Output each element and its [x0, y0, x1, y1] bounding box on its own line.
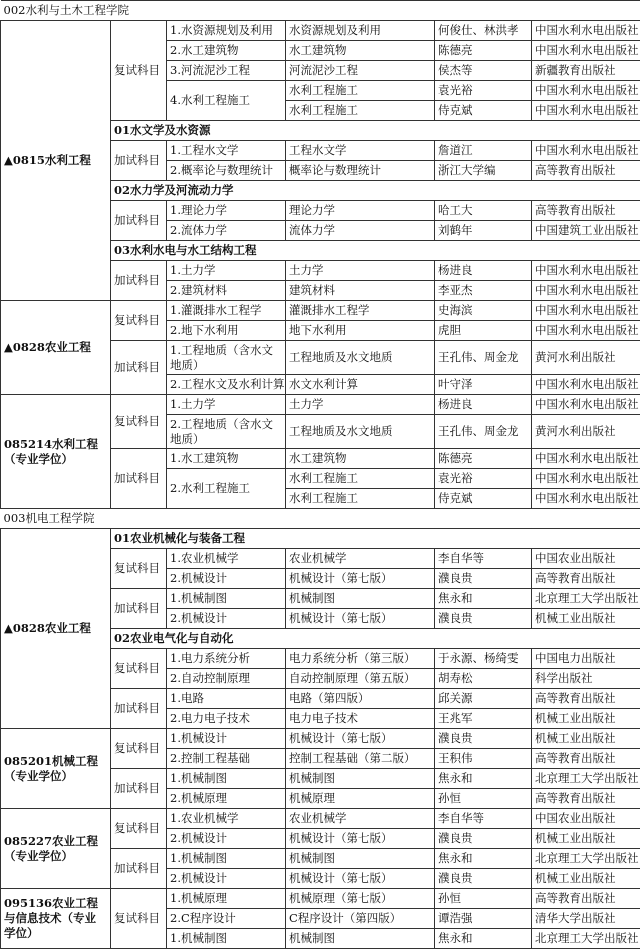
textbook-author: 孙恒	[435, 889, 532, 909]
research-direction: 02水力学及河流动力学	[111, 181, 640, 201]
textbook-title: 机械设计（第七版）	[286, 829, 435, 849]
textbook-author: 李亚杰	[435, 281, 532, 301]
textbook-author: 杨进良	[435, 261, 532, 281]
subject-name: 2.机械设计	[167, 609, 286, 629]
textbook-title: 水利工程施工	[286, 489, 435, 509]
major-name: 085201机械工程（专业学位）	[1, 729, 111, 809]
subject-name: 2.建筑材料	[167, 281, 286, 301]
textbook-title: 电力电子技术	[286, 709, 435, 729]
subject-name: 1.机械原理	[167, 889, 286, 909]
subject-name: 1.电路	[167, 689, 286, 709]
textbook-author: 濮良贵	[435, 609, 532, 629]
textbook-author: 侍克斌	[435, 101, 532, 121]
exam-category: 加试科目	[111, 261, 167, 301]
subject-name: 1.土力学	[167, 261, 286, 281]
major-name: ▲0828农业工程	[1, 301, 111, 395]
textbook-title: 水利工程施工	[286, 81, 435, 101]
textbook-author: 陈德亮	[435, 41, 532, 61]
subject-name: 1.土力学	[167, 395, 286, 415]
textbook-author: 王孔伟、周金龙	[435, 415, 532, 449]
publisher: 中国水利水电出版社	[532, 101, 640, 121]
textbook-author: 史海滨	[435, 301, 532, 321]
publisher: 中国水利水电出版社	[532, 469, 640, 489]
publisher: 新疆教育出版社	[532, 61, 640, 81]
subject-name: 1.工程水文学	[167, 141, 286, 161]
exam-category: 加试科目	[111, 589, 167, 629]
textbook-title: 水利工程施工	[286, 101, 435, 121]
textbook-author: 焦永和	[435, 929, 532, 949]
table-row	[1, 21, 640, 41]
major-name: 085214水利工程（专业学位）	[1, 395, 111, 509]
publisher: 机械工业出版社	[532, 829, 640, 849]
textbook-title: 水利工程施工	[286, 469, 435, 489]
textbook-title: 河流泥沙工程	[286, 61, 435, 81]
textbook-author: 虎胆	[435, 321, 532, 341]
textbook-author: 孙恒	[435, 789, 532, 809]
publisher: 北京理工大学出版社	[532, 589, 640, 609]
publisher: 中国农业出版社	[532, 549, 640, 569]
publisher: 北京理工大学出版社	[532, 929, 640, 949]
research-direction: 01水文学及水资源	[111, 121, 640, 141]
subject-name: 1.理论力学	[167, 201, 286, 221]
publisher: 黄河水利出版社	[532, 341, 640, 375]
subject-name: 2.电力电子技术	[167, 709, 286, 729]
subject-name: 1.灌溉排水工程学	[167, 301, 286, 321]
exam-category: 加试科目	[111, 769, 167, 809]
textbook-title: 概率论与数理统计	[286, 161, 435, 181]
textbook-title: 农业机械学	[286, 809, 435, 829]
college-row	[1, 509, 640, 529]
textbook-author: 浙江大学编	[435, 161, 532, 181]
textbook-author: 袁光裕	[435, 469, 532, 489]
publisher: 高等教育出版社	[532, 789, 640, 809]
textbook-author: 何俊仕、林洪孝	[435, 21, 532, 41]
subject-name: 1.机械设计	[167, 729, 286, 749]
subject-name: 2.概率论与数理统计	[167, 161, 286, 181]
subject-name: 2.机械设计	[167, 829, 286, 849]
exam-category: 加试科目	[111, 341, 167, 395]
textbook-author: 詹道江	[435, 141, 532, 161]
publisher: 中国水利水电出版社	[532, 261, 640, 281]
textbook-title: 地下水利用	[286, 321, 435, 341]
publisher: 中国水利水电出版社	[532, 321, 640, 341]
table-row	[1, 301, 640, 321]
major-name: ▲0828农业工程	[1, 529, 111, 729]
textbook-title: 机械制图	[286, 589, 435, 609]
textbook-title: 工程地质及水文地质	[286, 415, 435, 449]
publisher: 中国水利水电出版社	[532, 395, 640, 415]
textbook-author: 陈德亮	[435, 449, 532, 469]
textbook-author: 李自华等	[435, 809, 532, 829]
textbook-author: 袁光裕	[435, 81, 532, 101]
major-name: 095136农业工程与信息技术（专业学位）	[1, 889, 111, 949]
direction-row	[1, 529, 640, 549]
textbook-title: 理论力学	[286, 201, 435, 221]
textbook-author: 李自华等	[435, 549, 532, 569]
textbook-title: 机械原理（第七版）	[286, 889, 435, 909]
textbook-author: 哈工大	[435, 201, 532, 221]
subject-name: 1.机械制图	[167, 769, 286, 789]
publisher: 机械工业出版社	[532, 709, 640, 729]
table-body	[1, 1, 640, 949]
textbook-title: 机械设计（第七版）	[286, 869, 435, 889]
table-row	[1, 889, 640, 909]
textbook-author: 王孔伟、周金龙	[435, 341, 532, 375]
textbook-author: 侍克斌	[435, 489, 532, 509]
textbook-author: 王兆军	[435, 709, 532, 729]
publisher: 高等教育出版社	[532, 889, 640, 909]
textbook-title: 工程水文学	[286, 141, 435, 161]
textbook-title: 机械设计（第七版）	[286, 729, 435, 749]
publisher: 中国水利水电出版社	[532, 281, 640, 301]
table-row	[1, 729, 640, 749]
textbook-author: 王积伟	[435, 749, 532, 769]
table-row	[1, 395, 640, 415]
subject-name: 2.流体力学	[167, 221, 286, 241]
subject-name: 2.控制工程基础	[167, 749, 286, 769]
textbook-title: 水资源规划及利用	[286, 21, 435, 41]
exam-category: 复试科目	[111, 395, 167, 449]
exam-category: 加试科目	[111, 201, 167, 241]
textbook-title: 水工建筑物	[286, 449, 435, 469]
subject-name: 1.电力系统分析	[167, 649, 286, 669]
college-title: 003机电工程学院	[1, 509, 640, 529]
exam-category: 复试科目	[111, 649, 167, 689]
textbook-title: 机械制图	[286, 929, 435, 949]
publisher: 中国水利水电出版社	[532, 375, 640, 395]
textbook-title: 水工建筑物	[286, 41, 435, 61]
subject-name: 1.机械制图	[167, 929, 286, 949]
table-row	[1, 809, 640, 829]
subject-name: 2.机械原理	[167, 789, 286, 809]
textbook-title: 水文水利计算	[286, 375, 435, 395]
publisher: 机械工业出版社	[532, 729, 640, 749]
subject-name: 1.机械制图	[167, 849, 286, 869]
textbook-title: 电路（第四版）	[286, 689, 435, 709]
exam-category: 复试科目	[111, 301, 167, 341]
textbook-title: 土力学	[286, 395, 435, 415]
textbook-title: 电力系统分析（第三版）	[286, 649, 435, 669]
publisher: 中国水利水电出版社	[532, 489, 640, 509]
publisher: 科学出版社	[532, 669, 640, 689]
research-direction: 02农业电气化与自动化	[111, 629, 640, 649]
textbook-title: 机械设计（第七版）	[286, 609, 435, 629]
textbook-author: 侯杰等	[435, 61, 532, 81]
textbook-title: 建筑材料	[286, 281, 435, 301]
publisher: 机械工业出版社	[532, 609, 640, 629]
publisher: 高等教育出版社	[532, 161, 640, 181]
textbook-title: 灌溉排水工程学	[286, 301, 435, 321]
subject-name: 3.河流泥沙工程	[167, 61, 286, 81]
publisher: 黄河水利出版社	[532, 415, 640, 449]
publisher: 中国水利水电出版社	[532, 449, 640, 469]
publisher: 高等教育出版社	[532, 749, 640, 769]
subject-name: 2.机械设计	[167, 569, 286, 589]
publisher: 中国电力出版社	[532, 649, 640, 669]
textbook-title: 机械制图	[286, 849, 435, 869]
research-direction: 03水利水电与水工结构工程	[111, 241, 640, 261]
publisher: 中国水利水电出版社	[532, 141, 640, 161]
publisher: 中国建筑工业出版社	[532, 221, 640, 241]
publisher: 机械工业出版社	[532, 869, 640, 889]
subject-name: 1.农业机械学	[167, 549, 286, 569]
textbook-author: 焦永和	[435, 849, 532, 869]
textbook-author: 胡寿松	[435, 669, 532, 689]
textbook-title: 机械设计（第七版）	[286, 569, 435, 589]
exam-category: 复试科目	[111, 21, 167, 121]
publisher: 中国水利水电出版社	[532, 41, 640, 61]
publisher: 高等教育出版社	[532, 201, 640, 221]
subject-name: 2.地下水利用	[167, 321, 286, 341]
subject-name: 2.C程序设计	[167, 909, 286, 929]
exam-category: 加试科目	[111, 141, 167, 181]
textbook-title: 控制工程基础（第二版）	[286, 749, 435, 769]
publisher: 中国水利水电出版社	[532, 301, 640, 321]
publisher: 中国水利水电出版社	[532, 21, 640, 41]
textbook-author: 濮良贵	[435, 829, 532, 849]
textbook-author: 杨进良	[435, 395, 532, 415]
college-title: 002水利与土木工程学院	[1, 1, 640, 21]
textbook-author: 刘鹤年	[435, 221, 532, 241]
major-name: ▲0815水利工程	[1, 21, 111, 301]
textbook-title: 机械制图	[286, 769, 435, 789]
publisher: 中国水利水电出版社	[532, 81, 640, 101]
subject-name: 2.机械设计	[167, 869, 286, 889]
textbook-author: 谭浩强	[435, 909, 532, 929]
subject-name: 4.水利工程施工	[167, 81, 286, 121]
textbook-title: 自动控制原理（第五版）	[286, 669, 435, 689]
textbook-title: 机械原理	[286, 789, 435, 809]
subject-name: 2.自动控制原理	[167, 669, 286, 689]
publisher: 清华大学出版社	[532, 909, 640, 929]
exam-category: 复试科目	[111, 549, 167, 589]
subject-name: 1.水资源规划及利用	[167, 21, 286, 41]
subject-name: 2.工程水文及水利计算	[167, 375, 286, 395]
exam-category: 复试科目	[111, 809, 167, 849]
publisher: 高等教育出版社	[532, 569, 640, 589]
publisher: 高等教育出版社	[532, 689, 640, 709]
exam-category: 加试科目	[111, 449, 167, 509]
exam-category: 复试科目	[111, 729, 167, 769]
exam-category: 复试科目	[111, 889, 167, 949]
subject-name: 1.农业机械学	[167, 809, 286, 829]
publisher: 中国农业出版社	[532, 809, 640, 829]
textbook-author: 焦永和	[435, 769, 532, 789]
textbook-title: C程序设计（第四版）	[286, 909, 435, 929]
textbook-author: 濮良贵	[435, 569, 532, 589]
textbook-title: 土力学	[286, 261, 435, 281]
subject-name: 1.工程地质（含水文地质）	[167, 341, 286, 375]
major-name: 085227农业工程（专业学位）	[1, 809, 111, 889]
textbook-author: 于永源、杨绮雯	[435, 649, 532, 669]
textbook-title: 农业机械学	[286, 549, 435, 569]
textbook-title: 流体力学	[286, 221, 435, 241]
publisher: 北京理工大学出版社	[532, 849, 640, 869]
research-direction: 01农业机械化与装备工程	[111, 529, 640, 549]
textbook-author: 濮良贵	[435, 869, 532, 889]
subject-name: 1.水工建筑物	[167, 449, 286, 469]
subject-name: 1.机械制图	[167, 589, 286, 609]
college-row	[1, 1, 640, 21]
textbook-author: 焦永和	[435, 589, 532, 609]
textbook-author: 叶守泽	[435, 375, 532, 395]
publisher: 北京理工大学出版社	[532, 769, 640, 789]
exam-category: 加试科目	[111, 689, 167, 729]
textbook-author: 邱关源	[435, 689, 532, 709]
textbook-title: 工程地质及水文地质	[286, 341, 435, 375]
subject-name: 2.水利工程施工	[167, 469, 286, 509]
textbook-author: 濮良贵	[435, 729, 532, 749]
subject-name: 2.水工建筑物	[167, 41, 286, 61]
exam-category: 加试科目	[111, 849, 167, 889]
subject-name: 2.工程地质（含水文地质）	[167, 415, 286, 449]
